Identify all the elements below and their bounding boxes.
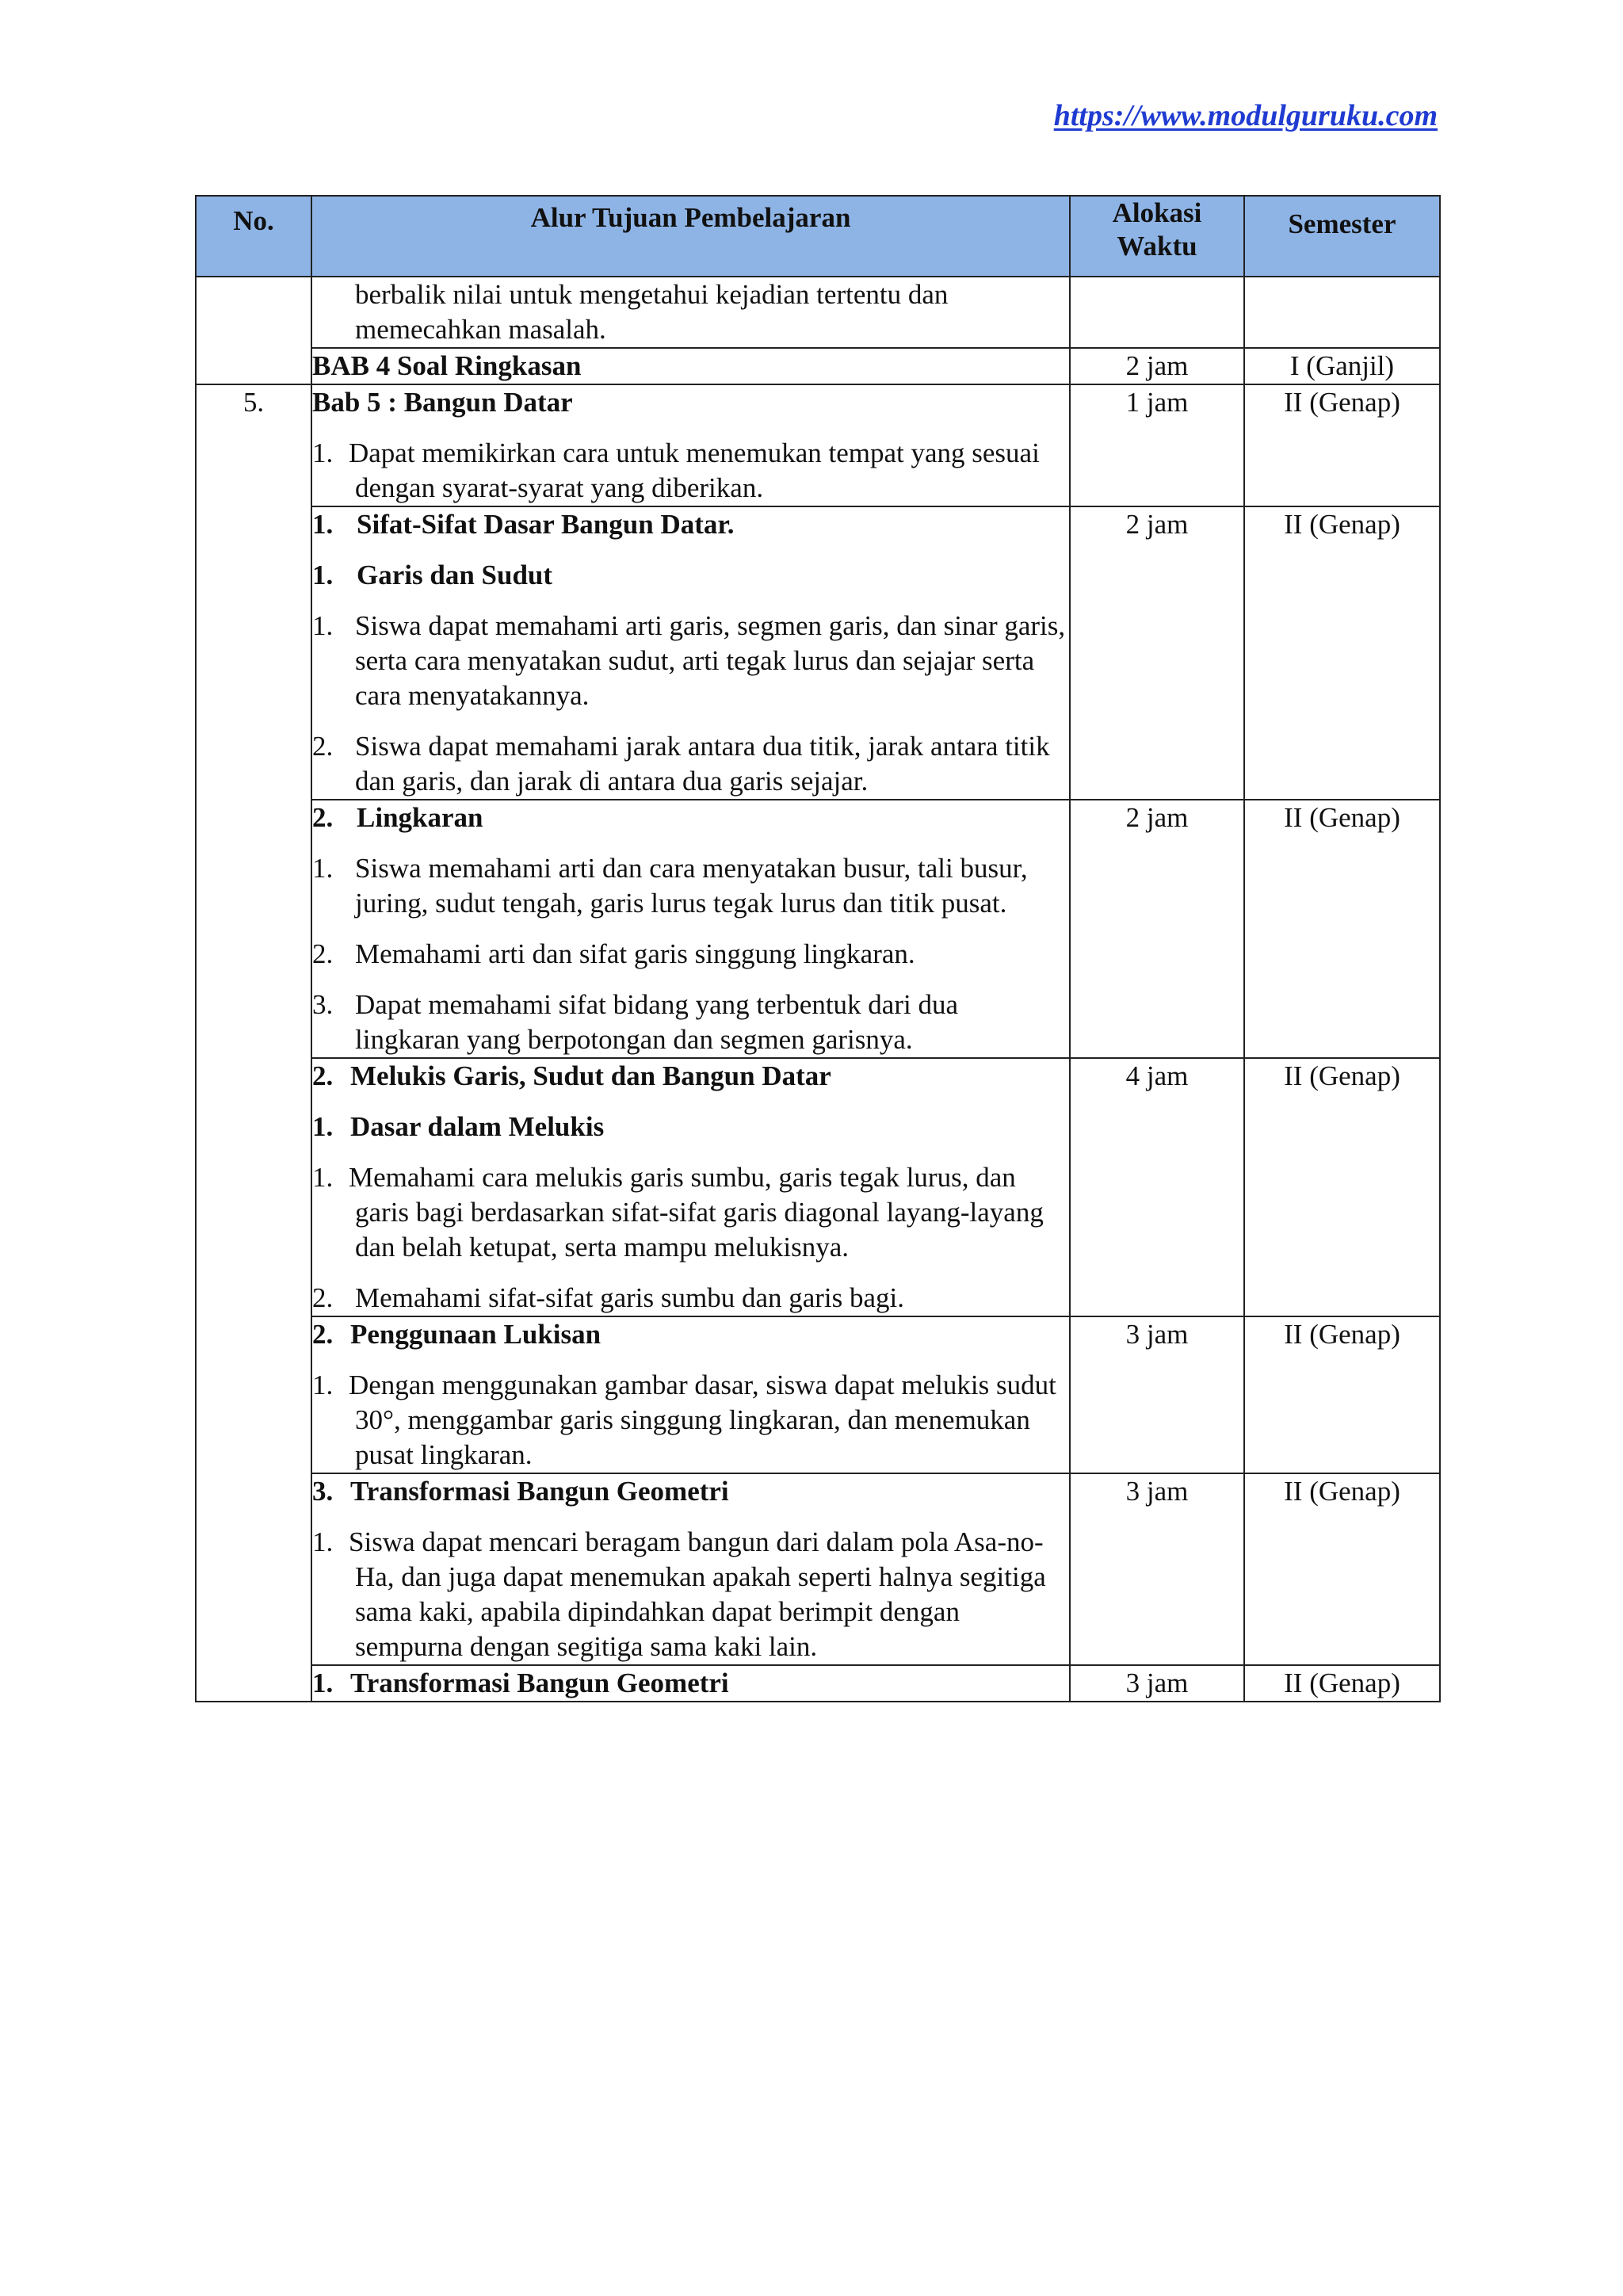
- table-row: [196, 1058, 1440, 1316]
- section-title-text: Penggunaan Lukisan: [350, 1319, 601, 1350]
- cell-semester: [1244, 277, 1440, 348]
- table-row: [196, 506, 1440, 800]
- table-header-row: [196, 196, 1440, 277]
- list-item: [312, 729, 1069, 799]
- section-number: 1.: [312, 560, 334, 590]
- list-item-text: Siswa dapat mencari beragam bangun dari dalam pola Asa-no-Ha, dan juga dapat menemukan apakah seperti halnya segitiga sama kaki, apabila dipindahkan dapat berimpit dengan sempurna dengan segitiga sama kaki lain.: [349, 1526, 1046, 1662]
- cell-semester: II (Genap): [1244, 1473, 1440, 1665]
- section-title-text: BAB 4 Soal Ringkasan: [312, 350, 582, 381]
- list-item: [312, 609, 1069, 713]
- cell-time-allocation: 3 jam: [1070, 1665, 1244, 1702]
- list-item-number: 1.: [312, 853, 334, 884]
- section-title-text: Transformasi Bangun Geometri: [350, 1668, 729, 1698]
- cell-no: [196, 277, 311, 384]
- list-item-number: 2.: [312, 938, 334, 969]
- section-number: 1.: [312, 509, 334, 540]
- list-item-text: Dengan menggunakan gambar dasar, siswa dapat melukis sudut 30°, menggambar garis singgung lingkaran, dan menemukan pusat lingkaran.: [349, 1370, 1056, 1470]
- cell-learning-objective: [311, 800, 1070, 1058]
- table-row: [196, 1473, 1440, 1665]
- section-number: 2.: [312, 1319, 334, 1350]
- section-number: 2.: [312, 802, 334, 833]
- section-title: [312, 558, 1069, 593]
- table-row: [196, 1665, 1440, 1702]
- cell-semester: II (Genap): [1244, 800, 1440, 1058]
- list-item: [312, 1525, 1069, 1664]
- section-title-text: Lingkaran: [357, 802, 483, 833]
- cell-no: 5.: [196, 384, 311, 1702]
- cell-learning-objective: [311, 1316, 1070, 1473]
- cell-semester: II (Genap): [1244, 506, 1440, 800]
- section-title-text: Sifat-Sifat Dasar Bangun Datar.: [357, 509, 735, 540]
- section-title: [312, 1666, 1069, 1701]
- cell-learning-objective: [311, 277, 1070, 348]
- list-item-number: 1.: [312, 1370, 334, 1400]
- list-item-text: Siswa dapat memahami arti garis, segmen garis, dan sinar garis, serta cara menyatakan sudut, arti tegak lurus dan sejajar serta cara menyatakannya.: [355, 610, 1066, 711]
- cell-semester: I (Ganjil): [1244, 348, 1440, 384]
- section-title-text: Bab 5 : Bangun Datar: [312, 387, 573, 418]
- section-title: [312, 385, 1069, 420]
- cell-learning-objective: [311, 1665, 1070, 1702]
- list-item-number: 1.: [312, 610, 334, 641]
- section-title: [312, 800, 1069, 835]
- list-item-text: Memahami cara melukis garis sumbu, garis tegak lurus, dan garis bagi berdasarkan sifat-sifat garis diagonal layang-layang dan belah ketupat, serta mampu melukisnya.: [349, 1162, 1044, 1263]
- section-number: 1.: [312, 1668, 334, 1698]
- cell-learning-objective: [311, 348, 1070, 384]
- section-number: 3.: [312, 1476, 334, 1507]
- cell-time-allocation: [1070, 277, 1244, 348]
- list-item: [312, 851, 1069, 921]
- section-number: 1.: [312, 1111, 334, 1142]
- cell-semester: II (Genap): [1244, 1316, 1440, 1473]
- cell-time-allocation: 2 jam: [1070, 800, 1244, 1058]
- list-item: [312, 436, 1069, 506]
- list-item: [312, 1281, 1069, 1316]
- cell-learning-objective: [311, 1058, 1070, 1316]
- column-header-alokasi: Alokasi Waktu: [1070, 196, 1244, 277]
- list-item-number: 3.: [312, 989, 334, 1020]
- table-row: [196, 348, 1440, 384]
- section-title: [312, 349, 1069, 384]
- table-body: [196, 277, 1440, 1702]
- section-title: [312, 507, 1069, 542]
- section-title: [312, 1474, 1069, 1509]
- list-item: [312, 988, 1069, 1057]
- list-item-number: 1.: [312, 437, 334, 468]
- section-title: [312, 1059, 1069, 1094]
- list-item-number: 1.: [312, 1162, 334, 1193]
- cell-time-allocation: 3 jam: [1070, 1473, 1244, 1665]
- list-item-text: Siswa memahami arti dan cara menyatakan busur, tali busur, juring, sudut tengah, garis lurus tegak lurus dan titik pusat.: [355, 853, 1028, 919]
- cell-learning-objective: [311, 506, 1070, 800]
- cell-time-allocation: 2 jam: [1070, 506, 1244, 800]
- section-title: [312, 1317, 1069, 1352]
- cell-time-allocation: 4 jam: [1070, 1058, 1244, 1316]
- table-row: [196, 1316, 1440, 1473]
- list-item-text: Memahami sifat-sifat garis sumbu dan garis bagi.: [355, 1282, 905, 1313]
- column-header-no: No.: [196, 196, 311, 277]
- list-item-text: Siswa dapat memahami jarak antara dua titik, jarak antara titik dan garis, dan jarak di antara dua garis sejajar.: [355, 731, 1050, 797]
- section-title-text: Melukis Garis, Sudut dan Bangun Datar: [350, 1060, 831, 1091]
- learning-objectives-table: [195, 195, 1441, 1702]
- list-item-number: 1.: [312, 1526, 334, 1557]
- cell-learning-objective: [311, 384, 1070, 506]
- section-title-text: Garis dan Sudut: [357, 560, 553, 590]
- cell-time-allocation: 2 jam: [1070, 348, 1244, 384]
- table-row: [196, 277, 1440, 348]
- column-header-semester: Semester: [1244, 196, 1440, 277]
- cell-semester: II (Genap): [1244, 1058, 1440, 1316]
- list-item: [312, 937, 1069, 972]
- cell-time-allocation: 1 jam: [1070, 384, 1244, 506]
- list-item-text: Dapat memikirkan cara untuk menemukan tempat yang sesuai dengan syarat-syarat yang diberikan.: [349, 437, 1040, 503]
- cell-learning-objective: [311, 1473, 1070, 1665]
- table-row: [196, 800, 1440, 1058]
- list-item: [312, 1160, 1069, 1265]
- section-title: [312, 1110, 1069, 1144]
- list-item-number: 2.: [312, 1282, 334, 1313]
- section-number: 2.: [312, 1060, 334, 1091]
- section-title-text: Dasar dalam Melukis: [350, 1111, 605, 1142]
- list-item-text: Dapat memahami sifat bidang yang terbentuk dari dua lingkaran yang berpotongan dan segmen garisnya.: [355, 989, 958, 1055]
- list-item-number: 2.: [312, 731, 334, 762]
- column-header-alur: Alur Tujuan Pembelajaran: [311, 196, 1070, 277]
- cell-time-allocation: 3 jam: [1070, 1316, 1244, 1473]
- cell-semester: II (Genap): [1244, 384, 1440, 506]
- objective-text: berbalik nilai untuk mengetahui kejadian tertentu dan memecahkan masalah.: [355, 279, 949, 345]
- website-link[interactable]: https://www.modulguruku.com: [1053, 99, 1438, 132]
- cell-semester: II (Genap): [1244, 1665, 1440, 1702]
- section-title-text: Transformasi Bangun Geometri: [350, 1476, 729, 1507]
- list-item-text: Memahami arti dan sifat garis singgung lingkaran.: [355, 938, 915, 969]
- table-row: [196, 384, 1440, 506]
- list-item: [312, 1368, 1069, 1473]
